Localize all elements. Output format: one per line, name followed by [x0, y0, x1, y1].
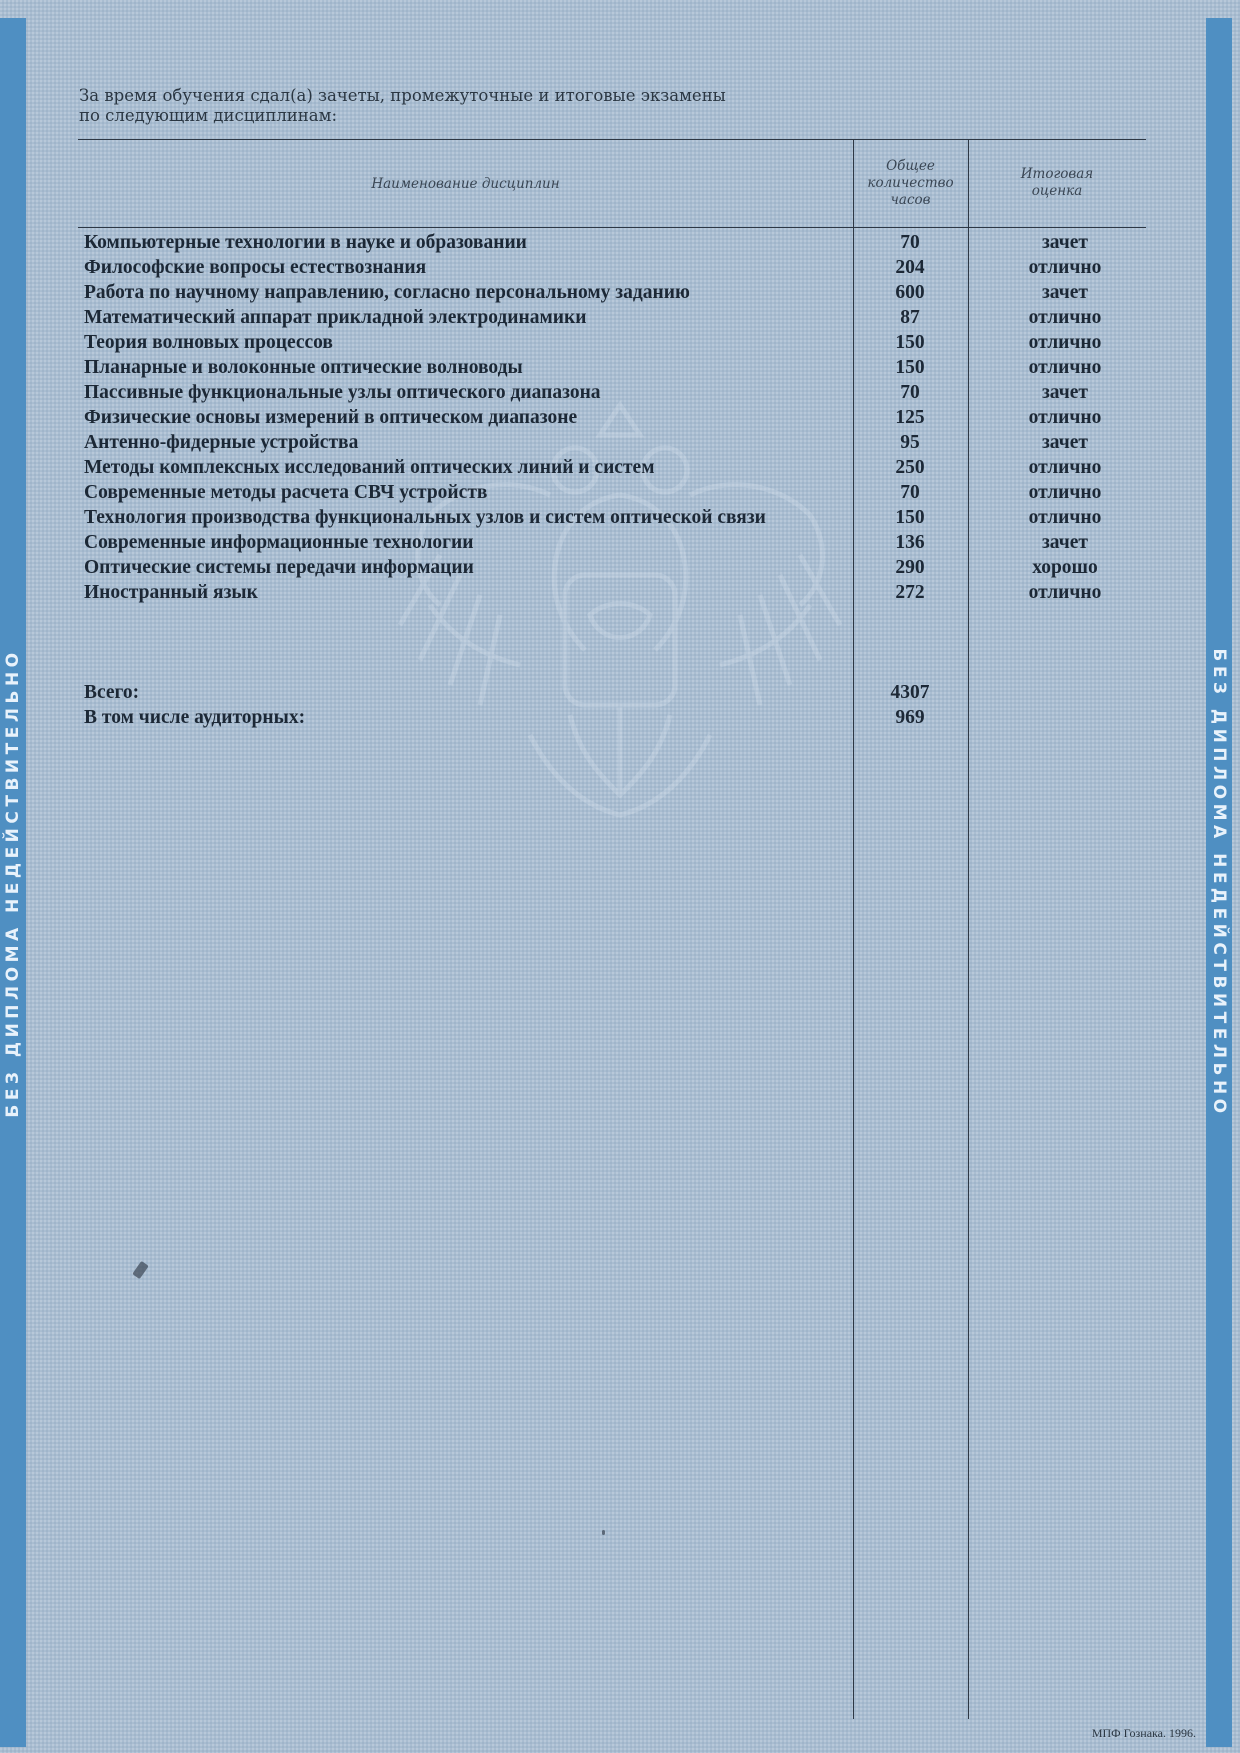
discipline-hours: 150 [895, 332, 925, 353]
intro-line-2: по следующим дисциплинам: [79, 106, 338, 125]
discipline-name: Компьютерные технологии в науке и образовании [84, 232, 527, 253]
discipline-hours: 125 [895, 407, 925, 428]
header-total-hours-line-1: Общее [886, 158, 935, 174]
total-row [0, 680, 1240, 705]
table-top-rule [78, 139, 1146, 140]
discipline-hours: 272 [895, 582, 925, 603]
printer-imprint: МПФ Гознака. 1996. [1091, 1726, 1196, 1740]
discipline-grade: зачет [1041, 432, 1089, 453]
total-label: Всего: [84, 682, 140, 703]
discipline-hours: 70 [900, 232, 920, 253]
table-row [0, 280, 1240, 305]
header-total-hours-line-2: количество [867, 175, 954, 191]
discipline-list [0, 230, 1240, 605]
table-row [0, 305, 1240, 330]
discipline-grade: хорошо [1032, 557, 1098, 578]
discipline-name: Современные методы расчета СВЧ устройств [84, 482, 488, 503]
header-discipline-name [78, 176, 853, 193]
discipline-hours: 70 [900, 382, 920, 403]
discipline-hours: 136 [895, 532, 925, 553]
discipline-name: Антенно-фидерные устройства [84, 432, 359, 453]
discipline-name: Физические основы измерений в оптическом диапазоне [84, 407, 578, 428]
discipline-grade: отлично [1028, 457, 1102, 478]
header-total-hours [853, 158, 968, 209]
security-border-right-text: БЕЗ ДИПЛОМА НЕДЕЙСТВИТЕЛЬНО [1209, 647, 1229, 1118]
discipline-hours: 87 [900, 307, 920, 328]
discipline-grade: зачет [1041, 232, 1089, 253]
discipline-grade: отлично [1028, 257, 1102, 278]
discipline-grade: отлично [1028, 582, 1102, 603]
discipline-hours: 95 [900, 432, 920, 453]
classroom-hours: 969 [895, 707, 925, 728]
discipline-name: Работа по научному направлению, согласно персональному заданию [84, 282, 690, 303]
table-row [0, 355, 1240, 380]
table-row [0, 530, 1240, 555]
discipline-grade: отлично [1028, 482, 1102, 503]
discipline-hours: 290 [895, 557, 925, 578]
table-row [0, 505, 1240, 530]
discipline-name: Технология производства функциональных узлов и систем оптической связи [84, 507, 766, 528]
ink-speck [132, 1261, 149, 1279]
discipline-grade: зачет [1041, 282, 1089, 303]
discipline-grade: отлично [1028, 307, 1102, 328]
discipline-grade: зачет [1041, 382, 1089, 403]
discipline-grade: отлично [1028, 507, 1102, 528]
totals-section [0, 680, 1240, 730]
header-final-grade-line-2: оценка [1031, 183, 1083, 199]
classroom-row [0, 705, 1240, 730]
discipline-grade: отлично [1028, 332, 1102, 353]
discipline-name: Философские вопросы естествознания [84, 257, 427, 278]
header-final-grade-line-1: Итоговая [1020, 166, 1094, 182]
table-row [0, 555, 1240, 580]
table-row [0, 480, 1240, 505]
discipline-hours: 600 [895, 282, 925, 303]
discipline-hours: 150 [895, 507, 925, 528]
total-hours: 4307 [890, 682, 930, 703]
discipline-grade: отлично [1028, 407, 1102, 428]
header-discipline-name-label: Наименование дисциплин [371, 176, 560, 192]
discipline-name: Математический аппарат прикладной электродинамики [84, 307, 587, 328]
table-row [0, 430, 1240, 455]
table-row [0, 380, 1240, 405]
table-row [0, 580, 1240, 605]
table-row [0, 405, 1240, 430]
table-row [0, 255, 1240, 280]
discipline-grade: отлично [1028, 357, 1102, 378]
discipline-name: Иностранный язык [84, 582, 258, 603]
table-row [0, 455, 1240, 480]
discipline-hours: 70 [900, 482, 920, 503]
table-row [0, 330, 1240, 355]
discipline-name: Планарные и волоконные оптические волноводы [84, 357, 523, 378]
discipline-name: Пассивные функциональные узлы оптического диапазона [84, 382, 601, 403]
classroom-label: В том числе аудиторных: [84, 707, 306, 728]
discipline-hours: 204 [895, 257, 925, 278]
discipline-grade: зачет [1041, 532, 1089, 553]
discipline-hours: 250 [895, 457, 925, 478]
discipline-name: Оптические системы передачи информации [84, 557, 474, 578]
discipline-name: Методы комплексных исследований оптических линий и систем [84, 457, 655, 478]
discipline-name: Современные информационные технологии [84, 532, 474, 553]
discipline-name: Теория волновых процессов [84, 332, 333, 353]
header-final-grade [968, 166, 1146, 200]
table-header-rule [78, 227, 1146, 228]
ink-speck [602, 1530, 605, 1535]
intro-text [79, 86, 726, 126]
table-row [0, 230, 1240, 255]
security-border-left-text: БЕЗ ДИПЛОМА НЕДЕЙСТВИТЕЛЬНО [3, 647, 23, 1118]
header-total-hours-line-3: часов [890, 192, 931, 208]
discipline-hours: 150 [895, 357, 925, 378]
intro-line-1: За время обучения сдал(а) зачеты, промежуточные и итоговые экзамены [79, 86, 726, 105]
